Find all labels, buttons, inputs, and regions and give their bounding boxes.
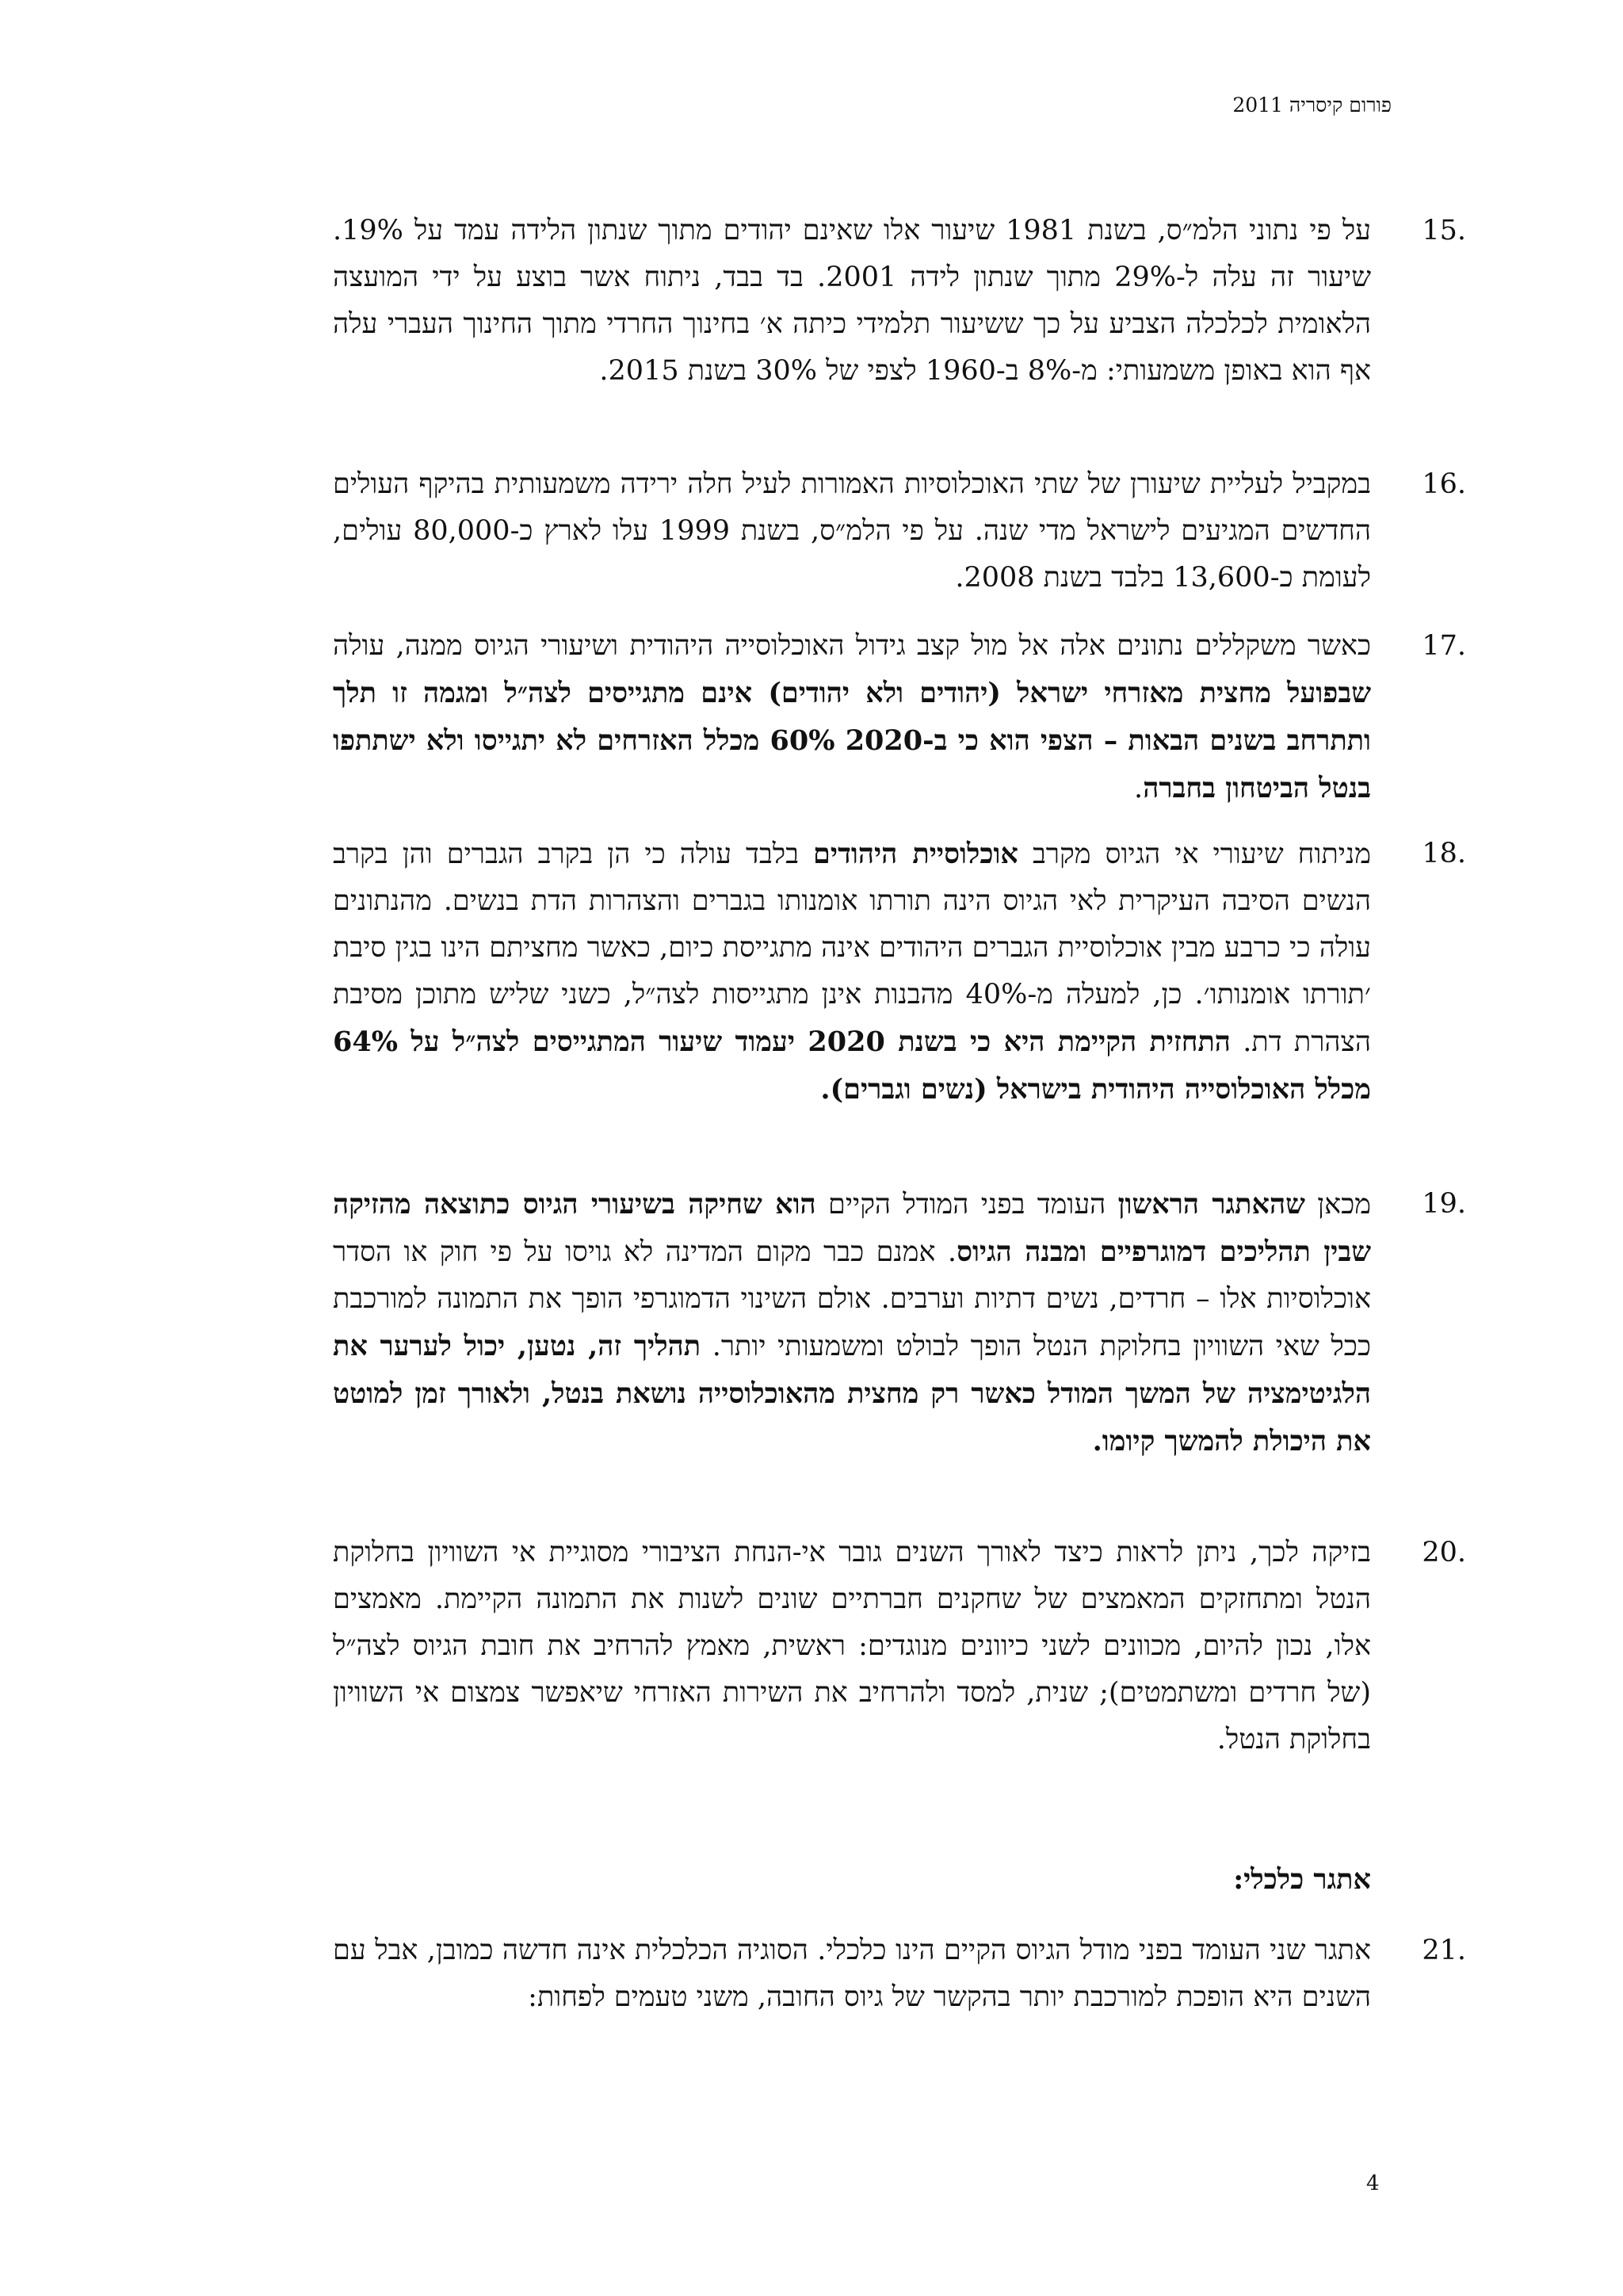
paragraph-text: מכאן xyxy=(1304,1189,1372,1221)
page-number: 4 xyxy=(1366,2172,1380,2195)
paragraph-emphasis: תהליך זה, נטען, יכול לערער את הלגיטימציה של המשך המודל כאשר רק מחצית מהאוכלוסייה נושאת בנטל, ולאורך זמן למוטט את היכולת להמשך קיומו. xyxy=(333,1330,1371,1457)
paragraph-emphasis: הוא שחיקה בשיעורי הגיוס כתוצאה מהזיקה שבין תהליכים דמוגרפיים ומבנה הגיוס xyxy=(333,1188,1371,1268)
paragraph-emphasis: אוכלוסיית היהודים xyxy=(813,838,1018,870)
paragraph-text: על פי נתוני הלמ״ס, בשנת 1981 שיעור אלו שאינם יהודים מתוך שנתון הלידה עמד על 19%. שיעור זה עלה ל-29% מתוך שנתון לידה 2001. בד בבד, ניתוח אשר בוצע על ידי המועצה הלאומית לכלכלה הצביע על כך ששיעור תלמידי כיתה א׳ בחינוך החרדי מתוך החינוך העברי עלה אף הוא באופן משמעותי: מ-8% ב-1960 לצפי של 30% בשנת 2015. xyxy=(333,215,1371,387)
paragraph-19 xyxy=(333,1181,1371,1465)
paragraph-17 xyxy=(333,623,1371,812)
paragraph-text: במקביל לעליית שיעורן של שתי האוכלוסיות האמורות לעיל חלה ירידה משמעותית בהיקף העולים החדשים המגיעים לישראל מדי שנה. על פי הלמ״ס, בשנת 1999 עלו לארץ כ-80,000 עולים, לעומת כ-13,600 בלבד בשנת 2008. xyxy=(333,468,1372,594)
paragraph-15 xyxy=(333,208,1371,395)
section-heading: אתגר כלכלי: xyxy=(1233,1863,1371,1896)
paragraph-number: 15. xyxy=(1422,215,1466,246)
paragraph-number: 21. xyxy=(1422,1935,1466,1966)
paragraph-emphasis: שבפועל מחצית מאזרחי ישראל (יהודים ולא יהודים) אינם מתגייסים לצה״ל ומגמה זו תלך ותתרחב בשנים הבאות – הצפי הוא כי ב-2020 60% מכלל האזרחים לא יתגייסו ולא ישתתפו בנטל הביטחון בחברה xyxy=(333,677,1372,804)
running-header: פורום קיסריה 2011 xyxy=(1232,94,1392,117)
paragraph-emphasis: התחזית הקיימת היא כי בשנת 2020 יעמוד שיעור המתגייסים לצה״ל על 64% מכלל האוכלוסייה היהודית בישראל (נשים וגברים). xyxy=(333,1026,1371,1106)
paragraph-number: 18. xyxy=(1422,838,1466,869)
paragraph-text: כאשר משקללים נתונים אלה אל מול קצב גידול האוכלוסייה היהודית ושיעורי הגיוס ממנה, עולה xyxy=(333,630,1371,662)
paragraph-18 xyxy=(333,831,1371,1114)
paragraph-text: מניתוח שיעורי אי הגיוס מקרב xyxy=(1018,839,1372,870)
paragraph-number: 19. xyxy=(1422,1188,1466,1220)
paragraph-text: . xyxy=(1134,773,1144,804)
paragraph-number: 16. xyxy=(1422,468,1466,500)
paragraph-text: . אמנם כבר מקום המדינה לא גויסו על פי חוק או הסדר אוכלוסיות אלו – חרדים, נשים דתיות וערבים. אולם השינוי הדמוגרפי הופך את התמונה למורכבת ככל שאי השוויון בחלוקת הנטל הופך לבולט ומשמעותי יותר. xyxy=(333,1236,1371,1362)
paragraph-21 xyxy=(333,1927,1371,2021)
paragraph-text: בלבד עולה כי הן בקרב הגברים והן בקרב הנשים הסיבה העיקרית לאי הגיוס הינה תורתו אומנותו בגברים והצהרות הדת בנשים. מהנתונים עולה כי כרבע מבין אוכלוסיית הגברים היהודים אינה מתגייסת כיום, כאשר מחציתם הינו בגין סיבת ׳תורתו אומנותו׳. כן, למעלה מ-40% מהבנות אינן מתגייסות לצה״ל, כשני שליש מתוכן מסיבת הצהרת דת. xyxy=(333,839,1371,1058)
paragraph-emphasis: שהאתגר הראשון xyxy=(1117,1188,1305,1221)
paragraph-number: 17. xyxy=(1422,630,1466,662)
paragraph-text: בזיקה לכך, ניתן לראות כיצד לאורך השנים גובר אי-הנחת הציבורי מסוגיית אי השוויון בחלוקת הנטל ומתחזקים המאמצים של שחקנים חברתיים שונים לשנות את התמונה הקיימת. מאמצים אלו, נכון להיום, מכוונים לשני כיוונים מנוגדים: ראשית, מאמץ להרחיב את חובת הגיוס לצה״ל (של חרדים ומשתמטים); שנית, למסד ולהרחיב את השירות האזרחי שיאפשר צמצום אי השוויון בחלוקת הנטל. xyxy=(333,1537,1371,1755)
paragraph-16 xyxy=(333,461,1371,602)
paragraph-number: 20. xyxy=(1422,1537,1466,1568)
paragraph-text: העומד בפני המודל הקיים xyxy=(815,1189,1118,1221)
paragraph-20 xyxy=(333,1530,1371,1763)
paragraph-text: אתגר שני העומד בפני מודל הגיוס הקיים הינו כלכלי. הסוגיה הכלכלית אינה חדשה כמובן, אבל עם השנים היא הופכת למורכבת יותר בהקשר של גיוס החובה, משני טעמים לפחות: xyxy=(333,1935,1371,2013)
